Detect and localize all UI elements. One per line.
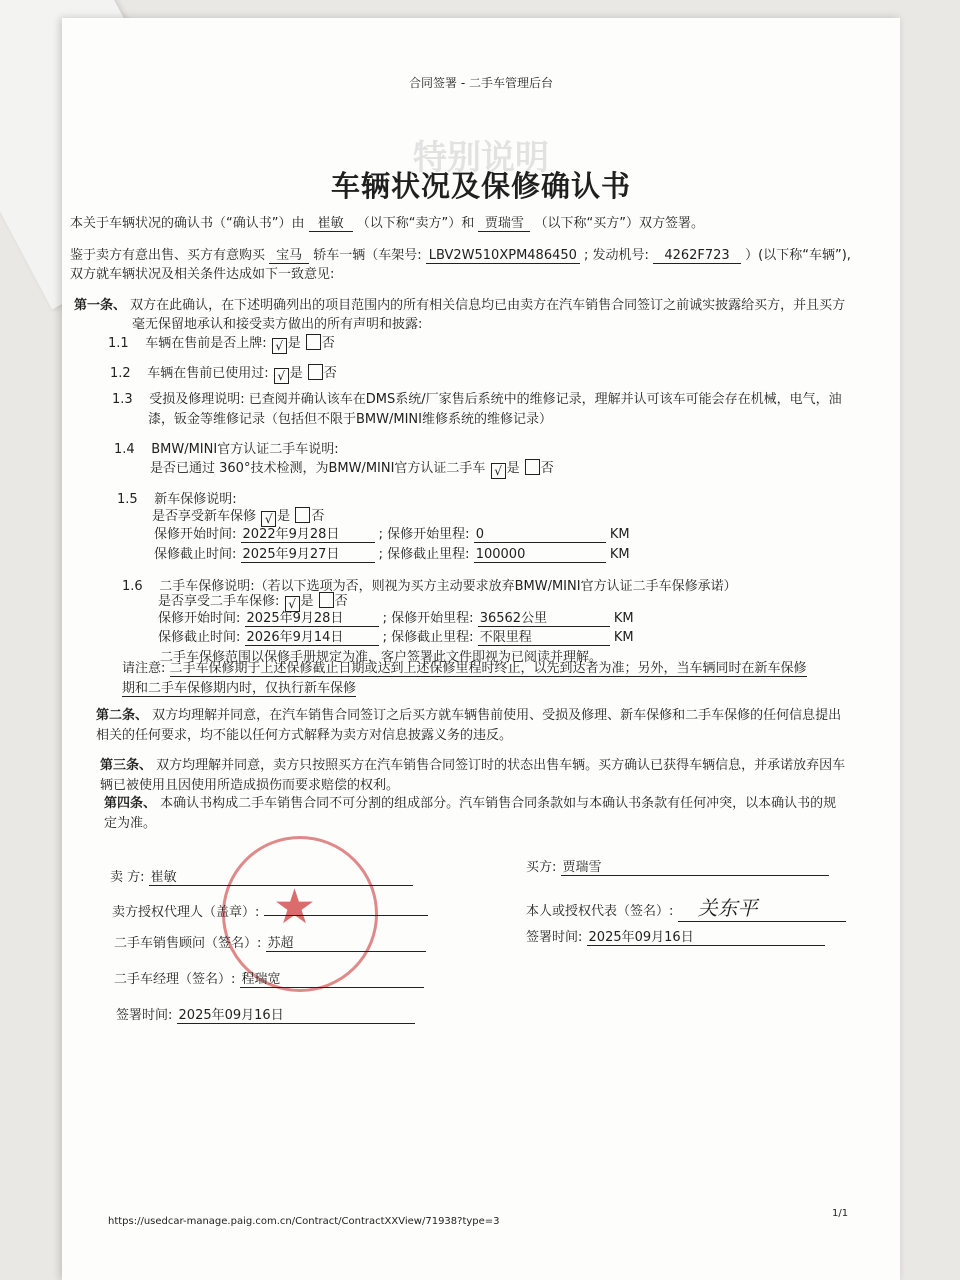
article-label: 第二条、: [96, 708, 149, 723]
used-warranty-start-mileage: 36562公里: [478, 607, 610, 627]
sales-advisor-row: [114, 932, 426, 952]
brand-value: 宝马: [269, 244, 309, 264]
item-number: 1.2: [110, 366, 131, 381]
footer-page-number: 1/1: [832, 1208, 849, 1219]
field-label: 卖方授权代理人（盖章）:: [112, 905, 260, 920]
article-text: 双方均理解并同意，卖方只按照买方在汽车销售合同签订时的状态出售车辆。买方确认已获得车辆信息，并承诺放弃因车辆已被使用且因使用所造成损伤而要求赔偿的权利。: [100, 758, 846, 793]
warranty-end-mileage: 100000: [474, 547, 606, 563]
engine-number-value: 4262F723: [653, 248, 741, 264]
article-4: [104, 794, 844, 834]
article-3: [100, 756, 850, 796]
km-unit: KM: [609, 547, 630, 562]
intro-text: 轿车一辆（车架号:: [313, 248, 422, 263]
intro-line-1: [70, 212, 704, 232]
manager-signature: 程瑞宽: [240, 968, 424, 988]
item-text: 是否已通过 360°技术检测，为BMW/MINI官方认证二手车: [150, 461, 486, 476]
used-warranty-end-mileage: 不限里程: [478, 626, 610, 646]
seller-agent-seal-field: [264, 900, 428, 916]
item-1-3: [112, 388, 842, 407]
yes-checkbox-checked: √: [285, 596, 300, 612]
notice-block: [122, 659, 812, 699]
item-number: 1.4: [114, 442, 135, 457]
yes-checkbox-checked: √: [274, 368, 289, 384]
intro-text: ）(以下称“车辆”),: [745, 248, 851, 263]
item-text: 是否享受二手车保修:: [158, 594, 280, 609]
field-label: 保修开始时间:: [158, 611, 241, 626]
used-warranty-start-date: 2025年9月28日: [245, 607, 379, 627]
field-label: ; 保修开始里程:: [382, 611, 474, 626]
item-text: 受损及修理说明: 已查阅并确认该车在DMS系统/厂家售后系统中的维修记录，理解并认可该车可能会存在机械，电气，油: [149, 392, 842, 407]
buyer-date-row: [526, 926, 825, 946]
item-text: 新车保修说明:: [154, 492, 237, 507]
km-unit: KM: [609, 527, 630, 542]
buyer-sign-row: [526, 856, 829, 876]
field-label: ; 保修截止里程:: [382, 630, 474, 645]
item-text: 是否享受新车保修: [152, 509, 257, 524]
warranty-start-mileage: 0: [474, 527, 606, 543]
seal-star-icon: ★: [273, 879, 317, 935]
intro-text: ; 发动机号:: [583, 248, 649, 263]
new-car-warranty-start-row: [154, 523, 630, 543]
buyer-name: 贾瑞雪: [478, 212, 530, 232]
item-1-4: [114, 438, 339, 457]
field-label: 本人或授权代表（签名）:: [526, 904, 674, 919]
seller-signature-value: 崔敏: [149, 866, 413, 886]
no-label: 否: [321, 336, 335, 351]
field-label: 签署时间:: [526, 930, 583, 945]
no-label: 否: [323, 366, 337, 381]
no-label: 否: [311, 509, 325, 524]
footer-url: https://usedcar-manage.paig.com.cn/Contract/ContractXXView/71938?type=3: [108, 1216, 500, 1227]
intro-text: 本关于车辆状况的确认书（“确认书”）由: [70, 216, 305, 231]
notice-text: 二手车保修期于上述保修截止日期或达到上述保修里程时终止，以先到达者为准；另外，当车辆同时在新车保修期和二手车保修期内时，仅执行新车保修: [122, 661, 807, 696]
yes-checkbox-checked: √: [261, 511, 276, 527]
document-page: [62, 18, 900, 1280]
manager-row: [114, 968, 424, 988]
intro-text: （以下称“买方”）双方签署。: [534, 216, 705, 231]
vin-value: LBV2W510XPM486450: [426, 248, 580, 264]
field-label: 保修开始时间:: [154, 527, 237, 542]
no-checkbox: [306, 334, 321, 350]
document-title: 车辆状况及保修确认书: [330, 169, 631, 203]
intro-line-2: [70, 244, 851, 264]
article-label: 第一条、: [74, 298, 127, 313]
article-text: 双方均理解并同意，在汽车销售合同签订之后买方就车辆售前使用、受损及修理、新车保修和二手车保修的任何信息提出相关的任何要求，均不能以任何方式解释为卖方对信息披露义务的违反。: [96, 708, 842, 743]
field-label: ; 保修开始里程:: [378, 527, 470, 542]
intro-line-3: 双方就车辆状况及相关条件达成如下一致意见:: [70, 267, 335, 282]
article-1: [74, 294, 845, 313]
article-2: [96, 706, 846, 746]
intro-text: 鉴于卖方有意出售、买方有意购买: [70, 248, 266, 263]
field-label: 二手车经理（签名）:: [114, 972, 236, 987]
field-label: 买方:: [526, 860, 557, 875]
used-warranty-end-date: 2026年9月14日: [245, 626, 379, 646]
handwritten-signature: 关东平: [678, 892, 846, 922]
seller-agent-row: [112, 900, 428, 920]
article-text: 双方在此确认，在下述明确列出的项目范围内的所有相关信息均已由卖方在汽车销售合同签订之前诚实披露给买方，并且买方: [130, 298, 846, 313]
item-number: 1.5: [117, 492, 138, 507]
warranty-start-date: 2022年9月28日: [241, 523, 375, 543]
buyer-rep-row: [526, 892, 846, 922]
new-car-warranty-end-row: [154, 543, 630, 563]
km-unit: KM: [613, 630, 634, 645]
item-text: BMW/MINI官方认证二手车说明:: [151, 442, 339, 457]
seller-name: 崔敏: [309, 212, 353, 232]
item-text: 车辆在售前是否上牌:: [145, 336, 267, 351]
field-label: ; 保修截止里程:: [378, 547, 470, 562]
yes-label: 是: [506, 461, 520, 476]
field-label: 保修截止时间:: [154, 547, 237, 562]
article-label: 第三条、: [100, 758, 153, 773]
watermark-text: 特别说明: [413, 138, 549, 178]
field-label: 签署时间:: [116, 1008, 173, 1023]
article-text: 本确认书构成二手车销售合同不可分割的组成部分。汽车销售合同条款如与本确认书条款有任何冲突，以本确认书的规定为准。: [104, 796, 837, 831]
item-number: 1.1: [108, 336, 129, 351]
notice-label: 请注意:: [122, 661, 166, 676]
field-label: 二手车销售顾问（签名）:: [114, 936, 262, 951]
item-1-2: [110, 362, 337, 384]
no-checkbox: [308, 364, 323, 380]
seller-sign-row: [110, 866, 413, 886]
yes-checkbox-checked: √: [272, 338, 287, 354]
no-label: 否: [334, 594, 348, 609]
buyer-signature-value: 贾瑞雪: [561, 856, 829, 876]
article-label: 第四条、: [104, 796, 157, 811]
field-label: 保修截止时间:: [158, 630, 241, 645]
item-number: 1.3: [112, 392, 133, 407]
item-1-1: [108, 332, 335, 354]
yes-checkbox-checked: √: [491, 463, 506, 479]
warranty-end-date: 2025年9月27日: [241, 543, 375, 563]
yes-label: 是: [277, 509, 291, 524]
article-1-line-2: 毫无保留地承认和接受卖方做出的所有声明和披露:: [132, 317, 423, 332]
item-text: 车辆在售前已使用过:: [147, 366, 269, 381]
yes-label: 是: [287, 336, 301, 351]
intro-text: （以下称“卖方”）和: [356, 216, 475, 231]
yes-label: 是: [289, 366, 303, 381]
item-1-3-line-2: 漆，钣金等维修记录（包括但不限于BMW/MINI维修系统的维修记录）: [148, 412, 552, 427]
field-label: 卖 方:: [110, 870, 145, 885]
km-unit: KM: [613, 611, 634, 626]
sales-advisor-signature: 苏超: [266, 932, 426, 952]
item-text: 二手车保修说明:（若以下选项为否，则视为买方主动要求放弃BMW/MINI官方认证二手车保修承诺）: [159, 579, 737, 594]
used-warranty-scope: 二手车保修范围以保修手册规定为准，客户签署此文件即视为已阅读并理解。: [160, 650, 603, 665]
page-header: 合同签署 - 二手车管理后台: [409, 76, 553, 90]
yes-label: 是: [300, 594, 314, 609]
used-car-warranty-start-row: [158, 607, 634, 627]
seller-sign-date: 2025年09月16日: [177, 1004, 415, 1024]
seller-date-row: [116, 1004, 415, 1024]
no-checkbox: [525, 459, 540, 475]
item-1-4-line-2: [150, 457, 554, 479]
item-number: 1.6: [122, 579, 143, 594]
no-checkbox: [319, 592, 334, 608]
used-car-warranty-end-row: [158, 626, 634, 646]
no-checkbox: [295, 507, 310, 523]
buyer-sign-date: 2025年09月16日: [587, 926, 825, 946]
no-label: 否: [540, 461, 554, 476]
